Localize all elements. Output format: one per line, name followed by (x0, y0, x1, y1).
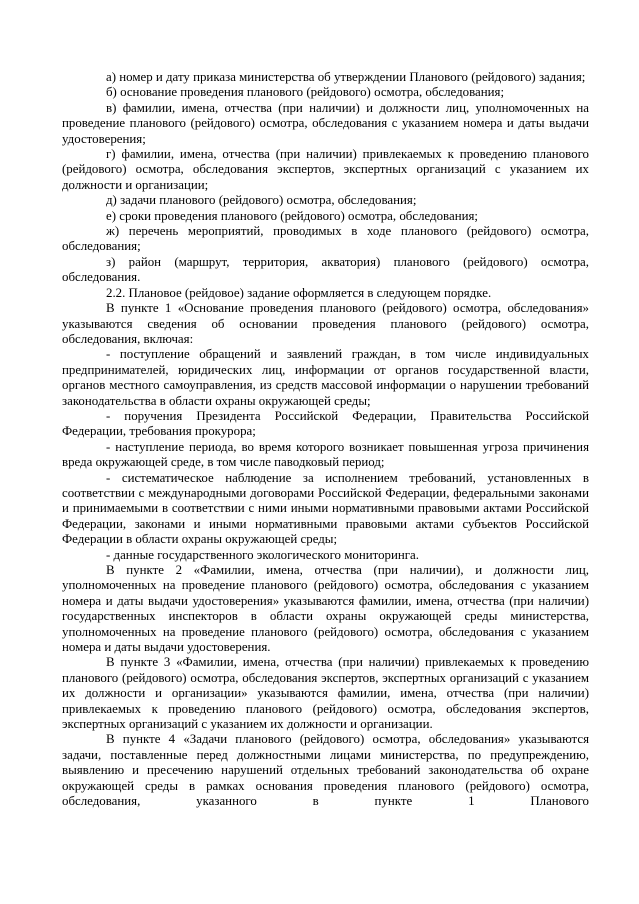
list-item-b: б) основание проведения планового (рейдового) осмотра, обследования; (106, 85, 505, 100)
basis-item-ecological-data: - данные государственного экологического мониторинга. (106, 547, 419, 562)
point-4-paragraph: В пункте 4 «Задачи планового (рейдового) осмотра, обследования» указываются задачи, поставленные перед должностными лицами министерства, по предупреждению, выявлению и пресечению нарушений отдельных требований законодательства об охране окружающей среды в рамках основания проведения планового (рейдового) осмотра, обследования, указанного в пункте 1 Планового (62, 732, 589, 809)
list-item-zh: ж) перечень мероприятий, проводимых в ходе планового (рейдового) осмотра, обследования; (62, 224, 589, 254)
point-3-paragraph: В пункте 3 «Фамилии, имена, отчества (при наличии) привлекаемых к проведению планового (рейдового) осмотра, обследования экспертов, экспертных организаций с указанием их должности и организации» указываются фамилии, имена, отчества (при наличии) привлекаемых к проведению планового (рейдового) осмотра, обследования экспертов, экспертных организаций с указанием их должности и организации. (62, 655, 589, 732)
list-item-v: в) фамилии, имена, отчества (при наличии) и должности лиц, уполномоченных на проведение планового (рейдового) осмотра, обследования с указанием номера и даты выдачи удостоверения; (62, 100, 589, 146)
list-item-z: з) район (маршрут, территория, акватория) планового (рейдового) осмотра, обследования. (62, 254, 589, 285)
basis-item-appeals: - поступление обращений и заявлений граждан, в том числе индивидуальных предпринимателей, юридических лиц, информации от органов государственной власти, органов местного самоуправления, из средств массовой информации о нарушении требований законодательства в области охраны окружающей среды; (62, 347, 589, 408)
section-2-2-paragraph: 2.2. Плановое (рейдовое) задание оформляется в следующем порядке. (106, 285, 492, 300)
list-item-g: г) фамилии, имена, отчества (при наличии) привлекаемых к проведению планового (рейдового) осмотра, обследования экспертов, экспертных организаций с указанием их должности и организации; (62, 147, 589, 192)
basis-item-period: - наступление периода, во время которого возникает повышенная угроза причинения вреда окружающей среде, в том числе паводковый период; (62, 439, 589, 470)
list-item-d: д) задачи планового (рейдового) осмотра, обследования; (106, 193, 417, 208)
basis-item-orders: - поручения Президента Российской Федерации, Правительства Российской Федерации, требования прокурора; (62, 408, 589, 439)
point-2-paragraph: В пункте 2 «Фамилии, имена, отчества (при наличии), и должности лиц, уполномоченных на проведение планового (рейдового) осмотра, обследования с указанием номера и даты выдачи удостоверения» указываются фамилии, имена, отчества (при наличии) государственных инспекторов в области охраны окружающей среды министерства, уполномоченных на проведение планового (рейдового) осмотра, обследования с указанием номера и даты выдачи удостоверения. (62, 563, 589, 655)
basis-item-monitoring-requirements: - систематическое наблюдение за исполнением требований, установленных в соответствии с международными договорами Российской Федерации, федеральными законами и принимаемыми в соответствии с ними иными нормативными правовыми актами Российской Федерации, законами и иными нормативными правовыми актами субъектов Российской Федерации в области охраны окружающей среды; (62, 470, 589, 547)
list-item-e: е) сроки проведения планового (рейдового) осмотра, обследования; (106, 208, 479, 223)
list-item-a: а) номер и дату приказа министерства об утверждении Планового (рейдового) задания; (106, 70, 586, 84)
point-1-paragraph: В пункте 1 «Основание проведения планового (рейдового) осмотра, обследования» указываются сведения об основании проведения планового (рейдового) осмотра, обследования, включая: (62, 301, 589, 346)
